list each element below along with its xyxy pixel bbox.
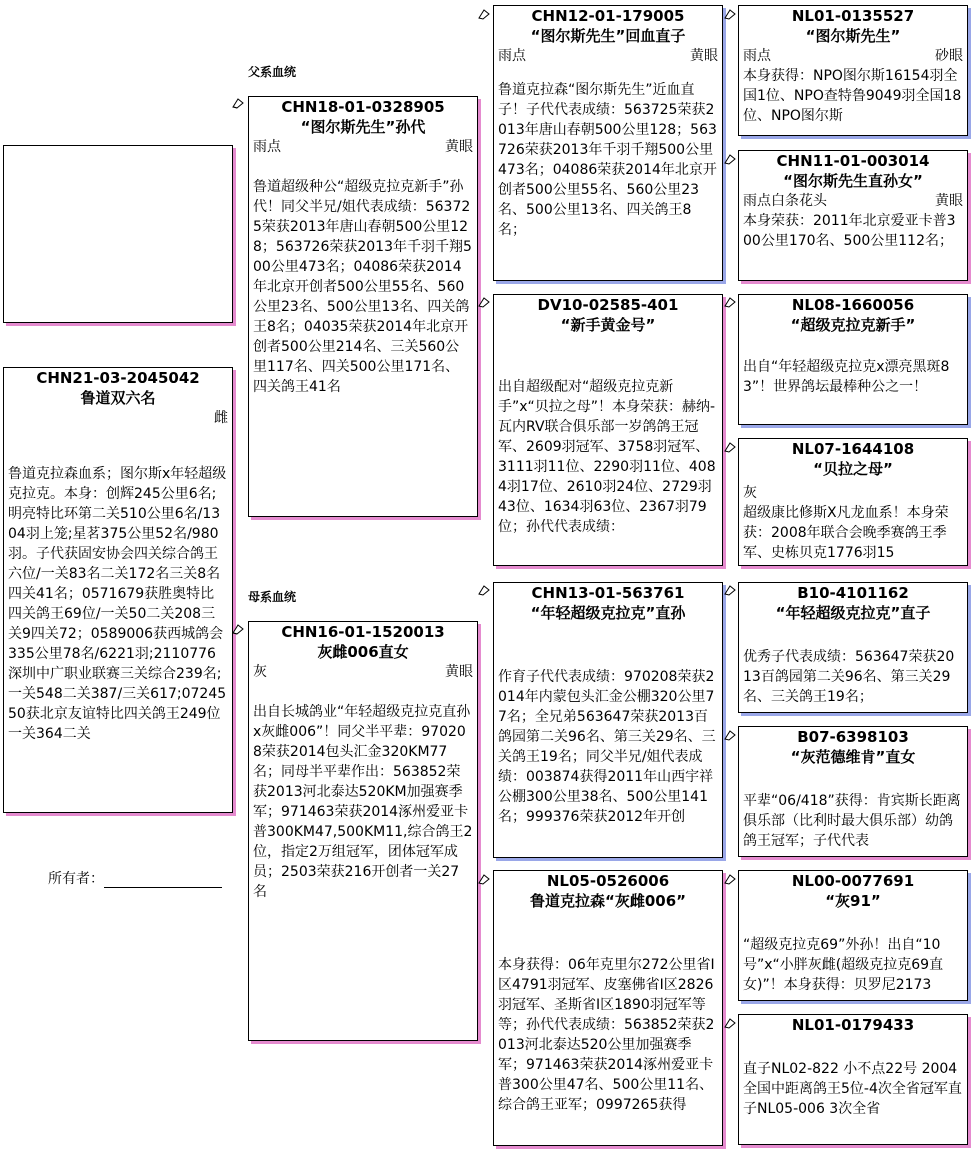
dam-color-row bbox=[249, 662, 477, 682]
subject-ring-number: CHN21-03-2045042 bbox=[36, 369, 200, 387]
ggp-ring-number-2: CHN11-01-003014 bbox=[776, 152, 930, 170]
ggp-ring-number-4: NL07-1644108 bbox=[791, 440, 915, 458]
sire-dam-card[interactable] bbox=[493, 294, 723, 566]
edit-icon[interactable] bbox=[724, 873, 735, 884]
ggp-card-7[interactable] bbox=[738, 870, 968, 1001]
sire-sire-color-row bbox=[494, 46, 722, 66]
edit-icon[interactable] bbox=[724, 441, 735, 452]
ggp-description-1: 本身获得：NPO图尔斯16154羽全国1位、NPO查特鲁9049羽全国18位、NPO图尔斯 bbox=[743, 68, 962, 124]
ggp-card-3[interactable] bbox=[738, 294, 968, 425]
subject-description: 鲁道克拉森血系；图尔斯x年轻超级克拉克。本身：创辉245公里6名;明亮特比环第二关510公里6名/1304羽上笼;星茗375公里52名/980羽。子代获固安协会四关综合鸽王六位/一关83名二关172名三关8名四关41名；0571679获胜奥特比四关鸽王69位/一关50二关208三关9四关72；0589006获西城鸽会335公里78名/6221羽;2110776深圳中广职业联赛三关综合239名;一关548二关387/三关617;0724550获北京友谊特比四关鸽王249位一关364二关 bbox=[8, 466, 227, 742]
subject-card[interactable] bbox=[3, 367, 233, 813]
subject-name: 鲁道双六名 bbox=[80, 389, 156, 407]
dam-ring-number: CHN16-01-1520013 bbox=[281, 623, 445, 641]
sire-name: “图尔斯先生”孙代 bbox=[300, 118, 426, 136]
ggp-name-4: “贝拉之母” bbox=[813, 460, 893, 478]
edit-icon[interactable] bbox=[724, 153, 735, 164]
sire-dam-description: 出自超级配对“超级克拉克新手”x“贝拉之母”！本身荣获：赫纳-瓦内RV联合俱乐部一岁鸽鸽王冠军、2609羽冠军、3758羽冠军、3111羽11位、2290羽11位、4084羽17位、2610羽24位、2729羽43位、1634羽63位、2367羽79位；孙代代表成绩： bbox=[498, 379, 716, 535]
edit-icon[interactable] bbox=[478, 296, 489, 307]
dam-color: 灰 bbox=[253, 664, 267, 680]
ggp-name-2: “图尔斯先生直孙女” bbox=[783, 172, 923, 190]
ggp-name-7: “灰91” bbox=[825, 892, 881, 910]
sire-color-row bbox=[249, 137, 477, 157]
edit-icon[interactable] bbox=[478, 873, 489, 884]
subject-sex: 雌 bbox=[214, 410, 228, 426]
ggp-color-4: 灰 bbox=[743, 485, 757, 501]
edit-icon[interactable] bbox=[478, 8, 489, 19]
dam-dam-card[interactable] bbox=[493, 870, 723, 1146]
dam-card[interactable] bbox=[248, 621, 478, 1041]
dam-description: 出自长城鸽业“年轻超级克拉克直孙x灰雌006”！同父半平辈：970208荣获2014包头汇金320KM77名；同母半平辈作出：563852荣获2013河北泰达520KM加强赛季军；971463荣获2014涿州爱亚卡普300KM47,500KM11,综合鸽王2位，指定2万组冠军，团体冠军成员；2503荣获216开创者一关27名 bbox=[253, 704, 473, 900]
ggp-description-6: 平辈“06/418”获得：肯宾斯长距离俱乐部（比利时最大俱乐部）幼鸽鸽王冠军；子代代表 bbox=[743, 793, 961, 849]
ggp-description-7: “超级克拉克69”外孙！出自“10号”x“小胖灰雌(超级克拉克69直女)”！本身获得：贝罗尼2173 bbox=[743, 937, 944, 993]
sire-sire-name: “图尔斯先生”回血直子 bbox=[530, 27, 686, 45]
sire-sire-description: 鲁道克拉森“图尔斯先生”近血直子！子代代表成绩：563725荣获2013年唐山春朝500公里128；563726荣获2013年千羽千翔500公里473名；04086荣获2014年北京开创者500公里55名、560公里23名、500公里13名、四关鸽王8名； bbox=[498, 82, 717, 238]
sire-dam-name: “新手黄金号” bbox=[560, 316, 656, 334]
edit-icon[interactable] bbox=[724, 8, 735, 19]
sire-color: 雨点 bbox=[253, 139, 281, 155]
owner-line[interactable] bbox=[104, 873, 222, 888]
edit-icon[interactable] bbox=[232, 623, 243, 634]
ggp-name-6: “灰范德维肯”直女 bbox=[790, 748, 916, 766]
ggp-color-2: 雨点白条花头 bbox=[743, 193, 827, 209]
ggp-color-row-4 bbox=[739, 483, 967, 503]
ggp-color-1: 雨点 bbox=[743, 48, 771, 64]
sire-eye: 黄眼 bbox=[445, 139, 473, 155]
ggp-card-2[interactable] bbox=[738, 150, 968, 281]
ggp-ring-number-7: NL00-0077691 bbox=[791, 872, 915, 890]
dam-sire-card[interactable] bbox=[493, 582, 723, 858]
dam-dam-ring-number: NL05-0526006 bbox=[546, 872, 670, 890]
ggp-eye-1: 砂眼 bbox=[935, 48, 963, 64]
sire-ring-number: CHN18-01-0328905 bbox=[281, 98, 445, 116]
ggp-ring-number-3: NL08-1660056 bbox=[791, 296, 915, 314]
sire-section-label: 父系血统 bbox=[248, 65, 297, 79]
dam-eye: 黄眼 bbox=[445, 664, 473, 680]
ggp-name-3: “超级克拉克新手” bbox=[790, 316, 916, 334]
photo-frame bbox=[3, 145, 233, 323]
edit-icon[interactable] bbox=[724, 584, 735, 595]
ggp-description-5: 优秀子代表成绩：563647荣获2013百鸽园第二关96名、第三关29名、三关鸽王19名； bbox=[743, 649, 955, 705]
ggp-card-8[interactable] bbox=[738, 1014, 968, 1145]
dam-dam-name: 鲁道克拉森“灰雌006” bbox=[529, 892, 687, 910]
owner-row bbox=[48, 868, 222, 888]
ggp-card-5[interactable] bbox=[738, 582, 968, 713]
ggp-card-1[interactable] bbox=[738, 5, 968, 136]
ggp-card-4[interactable] bbox=[738, 438, 968, 566]
sire-card[interactable] bbox=[248, 96, 478, 517]
sire-sire-eye: 黄眼 bbox=[690, 48, 718, 64]
ggp-color-row-2 bbox=[739, 191, 967, 211]
ggp-ring-number-8: NL01-0179433 bbox=[791, 1016, 915, 1034]
edit-icon[interactable] bbox=[724, 296, 735, 307]
sire-sire-color: 雨点 bbox=[498, 48, 526, 64]
ggp-name-1: “图尔斯先生” bbox=[805, 27, 901, 45]
edit-icon[interactable] bbox=[724, 729, 735, 740]
sire-dam-ring-number: DV10-02585-401 bbox=[537, 296, 679, 314]
sire-sire-ring-number: CHN12-01-179005 bbox=[531, 7, 685, 25]
dam-sire-name: “年轻超级克拉克”直孙 bbox=[530, 604, 686, 622]
sire-description: 鲁道超级种公“超级克拉克新手”孙代！同父半兄/姐代表成绩：563725荣获2013年唐山春朝500公里128；563726荣获2013年千羽千翔500公里473名；04086荣获2014年北京开创者500公里55名、560公里23名、500公里13名、四关鸽王8名；04035荣获2014年北京开创者500公里214名、三关560公里117名、四关500公里171名、四关鸽王41名 bbox=[253, 179, 472, 395]
ggp-color-row-1 bbox=[739, 46, 967, 66]
dam-section-label: 母系血统 bbox=[248, 590, 297, 604]
ggp-description-8: 直子NL02-822 小不点22号 2004全国中距离鸽王5位-4次全省冠军直子NL05-006 3次全省 bbox=[743, 1061, 962, 1117]
edit-icon[interactable] bbox=[232, 97, 243, 108]
ggp-card-6[interactable] bbox=[738, 726, 968, 857]
ggp-name-5: “年轻超级克拉克”直子 bbox=[775, 604, 931, 622]
dam-sire-ring-number: CHN13-01-563761 bbox=[531, 584, 685, 602]
ggp-description-2: 本身荣获：2011年北京爱亚卡普300公里170名、500公里112名； bbox=[743, 213, 956, 249]
dam-dam-description: 本身获得：06年克里尔272公里省I区4791羽冠军、皮塞佛省I区2826羽冠军、圣斯省I区1890羽冠军等等；孙代代表成绩：563852荣获2013河北泰达520公里加强赛季军；971463荣获2014涿州爱亚卡普300公里47名、500公里11名、综合鸽王亚军；0997265获得 bbox=[498, 957, 715, 1113]
dam-name: 灰雌006直女 bbox=[317, 643, 409, 661]
dam-sire-description: 作育子代代表成绩：970208荣获2014年内蒙包头汇金公棚320公里77名；全兄弟563647荣获2013百鸽园第二关96名、第三关29名、三关鸽王19名；同父半兄/姐代表成绩：003874获得2011年山西宇祥公棚300公里38名、500公里141名；999376荣获2012年开创 bbox=[498, 669, 716, 825]
sire-sire-card[interactable] bbox=[493, 5, 723, 281]
ggp-ring-number-6: B07-6398103 bbox=[797, 728, 909, 746]
owner-label: 所有者： bbox=[48, 871, 104, 887]
ggp-description-4: 超级康比修斯X凡龙血系！本身荣获：2008年联合会晚季赛鸽王季军、史栋贝克1776羽15 bbox=[743, 505, 949, 561]
ggp-ring-number-1: NL01-0135527 bbox=[791, 7, 915, 25]
ggp-eye-2: 黄眼 bbox=[935, 193, 963, 209]
ggp-description-3: 出自“年轻超级克拉克x漂亮黑斑83”！世界鸽坛最棒种公之一！ bbox=[743, 359, 950, 395]
ggp-ring-number-5: B10-4101162 bbox=[797, 584, 909, 602]
edit-icon[interactable] bbox=[478, 584, 489, 595]
edit-icon[interactable] bbox=[724, 1017, 735, 1028]
subject-sex-row bbox=[4, 408, 232, 428]
